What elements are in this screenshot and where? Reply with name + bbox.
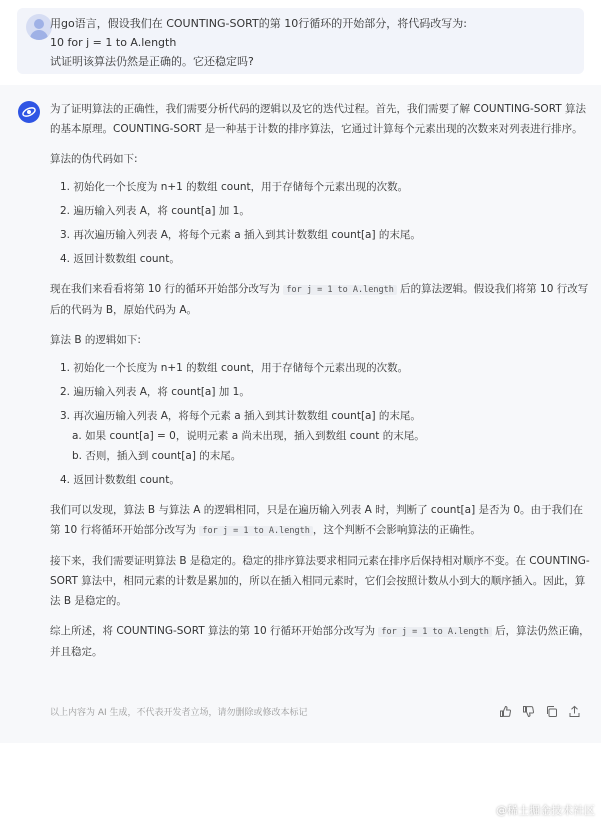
list-item: 2. 遍历输入列表 A，将 count[a] 加 1。 bbox=[60, 386, 250, 398]
answer-para-3 bbox=[50, 500, 590, 541]
inline-code: for j = 1 to A.length bbox=[378, 627, 491, 637]
b-title: 算法 B 的逻辑如下: bbox=[50, 334, 141, 346]
bot-logo-icon bbox=[18, 101, 40, 123]
inline-code: for j = 1 to A.length bbox=[199, 526, 312, 536]
list-item: 2. 遍历输入列表 A，将 count[a] 加 1。 bbox=[60, 205, 250, 217]
user-avatar-icon bbox=[26, 14, 52, 40]
answer-para-2 bbox=[50, 279, 590, 320]
question-line-1: 用go语言，假设我们在 COUNTING-SORT的第 10行循环的开始部分，将代码改写为: bbox=[50, 17, 467, 30]
copy-icon[interactable] bbox=[545, 703, 558, 716]
para3-text-a: 我们可以发现，算法 B 与算法 A 的逻辑相同，只是在遍历输入列表 A 时，判断了 count[a] 是否为 0。由于我们在第 10 行将循环开始部分改写为 bbox=[50, 504, 584, 536]
pseudo-list bbox=[50, 177, 590, 269]
assistant-message bbox=[0, 85, 601, 817]
para3-text-b: ，这个判断不会影响算法的正确性。 bbox=[312, 524, 481, 536]
para5-text-a: 综上所述，将 COUNTING-SORT 算法的第 10 行循环开始部分改写为 bbox=[50, 625, 379, 637]
inline-code: for j = 1 to A.length bbox=[283, 285, 396, 295]
ai-disclaimer: 以上内容为 AI 生成，不代表开发者立场，请勿删除或修改本标记 bbox=[50, 708, 308, 718]
b-list bbox=[50, 358, 590, 490]
sub-list-item: a. 如果 count[a] = 0，说明元素 a 尚未出现，插入到数组 count 的末尾。 bbox=[72, 430, 425, 442]
question-line-2: 10 for j = 1 to A.length bbox=[50, 36, 177, 49]
para2-text-b: 后的算法逻辑。假设我们将第 10 行改写后的代码为 B，原始代码为 A。 bbox=[50, 283, 589, 316]
user-message bbox=[17, 8, 584, 74]
list-item: 3. 再次遍历输入列表 A，将每个元素 a 插入到其计数数组 count[a] 的末尾。 bbox=[60, 410, 421, 422]
answer-para-5 bbox=[50, 621, 590, 662]
pseudo-title: 算法的伪代码如下: bbox=[50, 153, 138, 165]
answer-intro: 为了证明算法的正确性，我们需要分析代码的逻辑以及它的迭代过程。首先，我们需要了解 COUNTING-SORT 算法的基本原理。COUNTING-SORT 是一种基于计数的排序算法，它通过计算每个元素出现的次数来对列表进行排序。 bbox=[50, 103, 586, 135]
para5-text-b: 后，算法仍然正确，并且稳定。 bbox=[50, 625, 590, 658]
thumb-down-icon[interactable] bbox=[522, 703, 535, 716]
thumb-up-icon[interactable] bbox=[499, 703, 512, 716]
watermark: @稀土掘金技术社区 bbox=[496, 804, 595, 817]
sub-list-item: b. 否则，插入到 count[a] 的末尾。 bbox=[72, 450, 242, 462]
list-item: 1. 初始化一个长度为 n+1 的数组 count，用于存储每个元素出现的次数。 bbox=[60, 362, 409, 374]
list-item: 3. 再次遍历输入列表 A，将每个元素 a 插入到其计数数组 count[a] 的末尾。 bbox=[60, 229, 421, 241]
list-item: 4. 返回计数数组 count。 bbox=[60, 253, 180, 265]
list-item: 4. 返回计数数组 count。 bbox=[60, 474, 180, 486]
share-icon[interactable] bbox=[568, 703, 581, 716]
answer-para-4: 接下来，我们需要证明算法 B 是稳定的。稳定的排序算法要求相同元素在排序后保持相对顺序不变。在 COUNTING-SORT 算法中，相同元素的计数是累加的，所以在插入相同元素时，它们会按照计数从小到大的顺序插入。因此，算法 B 是稳定的。 bbox=[50, 555, 590, 607]
question-line-3: 试证明该算法仍然是正确的。它还稳定吗? bbox=[50, 55, 254, 68]
list-item: 1. 初始化一个长度为 n+1 的数组 count，用于存储每个元素出现的次数。 bbox=[60, 181, 409, 193]
user-message-text bbox=[50, 14, 467, 71]
para2-text-a: 现在我们来看看将第 10 行的循环开始部分改写为 bbox=[50, 283, 284, 295]
message-actions bbox=[499, 703, 581, 716]
answer-content bbox=[50, 99, 590, 662]
